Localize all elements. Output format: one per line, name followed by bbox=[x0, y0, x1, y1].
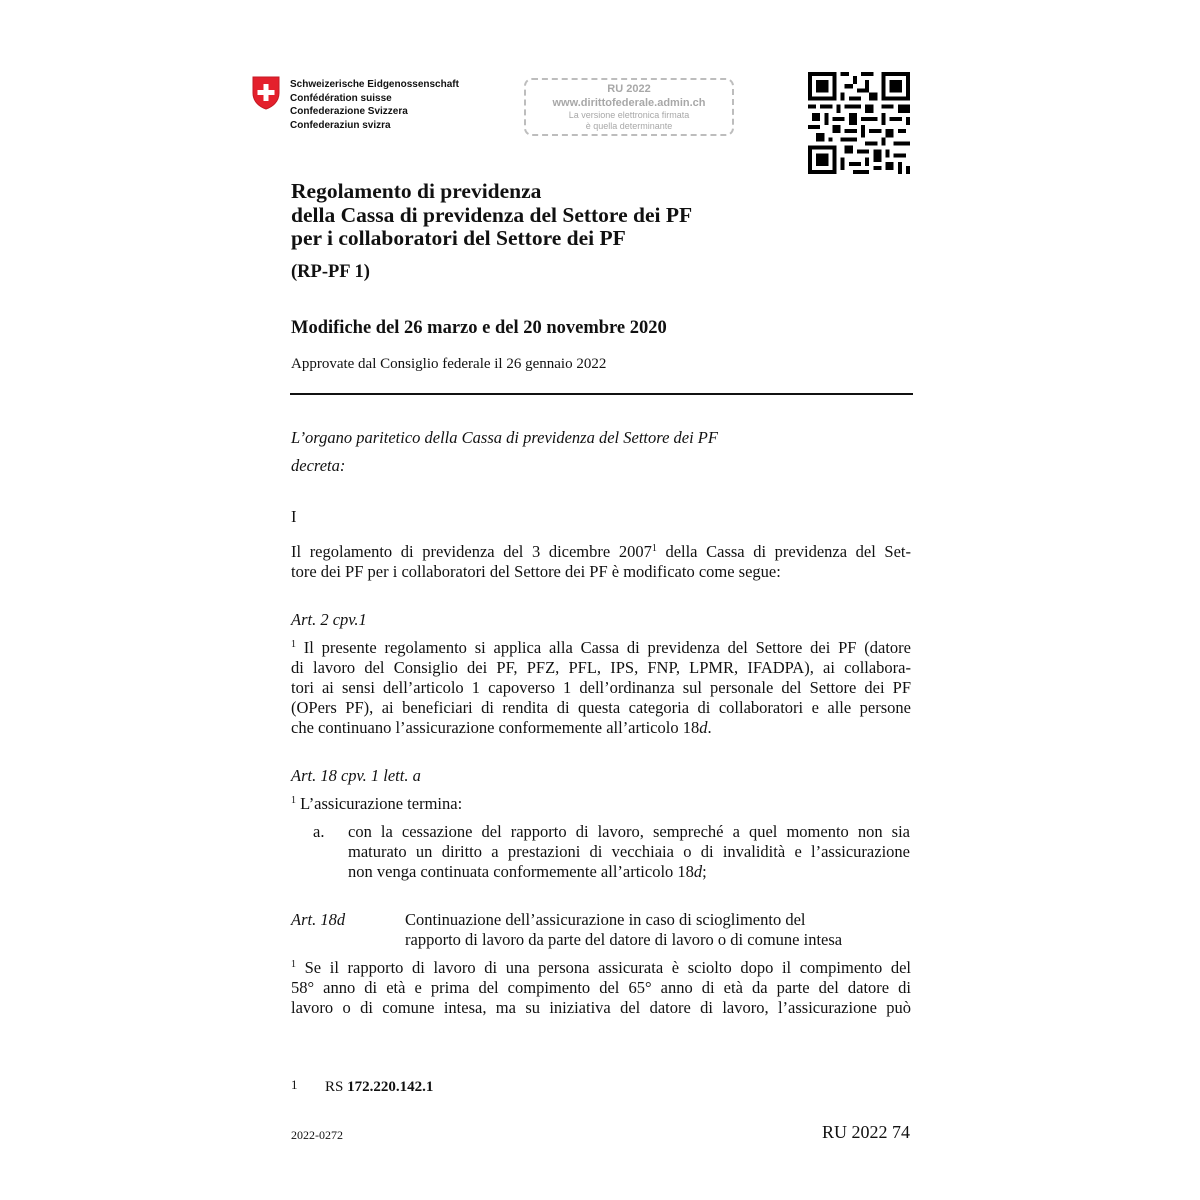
document-abbreviation: (RP-PF 1) bbox=[291, 262, 370, 282]
list-item-letter: a. bbox=[313, 822, 325, 841]
art-18-paragraph bbox=[291, 794, 462, 814]
confederation-name-rm: Confederaziun svizra bbox=[290, 119, 391, 131]
stamp-website: www.dirittofederale.admin.ch bbox=[552, 97, 706, 109]
article-suffix: d bbox=[699, 718, 708, 737]
list-item bbox=[348, 822, 910, 882]
intro-text-1b: della Cassa di previdenza del Set- bbox=[656, 542, 911, 561]
art-18-text: L’assicurazione termina: bbox=[296, 794, 463, 813]
paragraph-number: 1 bbox=[291, 639, 296, 650]
art-18-heading: Art. 18 cpv. 1 lett. a bbox=[291, 766, 421, 785]
swiss-coat-of-arms-icon bbox=[252, 76, 280, 110]
item-a-line-1: con la cessazione del rapporto di lavoro, sempreché a quel momento non sia bbox=[348, 822, 910, 841]
approval-note: Approvate dal Consiglio federale il 26 gennaio 2022 bbox=[291, 356, 607, 372]
footnote-text bbox=[325, 1079, 433, 1096]
intro-line-2: tore dei PF per i collaboratori del Settore dei PF è modificato come segue: bbox=[291, 562, 781, 581]
confederation-name-fr: Confédération suisse bbox=[290, 92, 392, 104]
footnote-prefix: RS bbox=[325, 1079, 348, 1095]
art-2-text-5: che continuano l’assicurazione conformemente all’articolo 18 bbox=[291, 718, 700, 737]
footnote-reference[interactable]: 1 bbox=[651, 543, 657, 554]
art-18d-line-3: lavoro o di comune intesa, ma su iniziativa del datore di lavoro, l’assicurazione può bbox=[291, 998, 911, 1017]
art-18d-heading: Art. 18d bbox=[291, 910, 346, 929]
art-18d-line-2: 58° anno di età e prima del compimento del 65° anno di età da parte del datore di bbox=[291, 978, 911, 997]
section-number: I bbox=[291, 507, 297, 526]
article-suffix: d bbox=[693, 862, 703, 881]
art-2-paragraph bbox=[291, 638, 911, 738]
title-line-2: della Cassa di previdenza del Settore dei PF bbox=[291, 202, 693, 227]
amendment-heading: Modifiche del 26 marzo e del 20 novembre 2020 bbox=[291, 318, 667, 338]
intro-paragraph bbox=[291, 542, 911, 582]
item-a-line-2: maturato un diritto a prestazioni di vecchiaia o di invalidità e l’assicurazione bbox=[348, 842, 910, 861]
art-18d-title bbox=[405, 910, 905, 950]
art-18d-paragraph bbox=[291, 958, 911, 1018]
art-18d-title-line-2: rapporto di lavoro da parte del datore di lavoro o di comune intesa bbox=[405, 930, 843, 949]
confederation-name-de: Schweizerische Eidgenossenschaft bbox=[290, 79, 459, 90]
title-line-1: Regolamento di previdenza bbox=[291, 179, 542, 203]
document-number: 2022-0272 bbox=[291, 1128, 343, 1142]
stamp-note-1: La versione elettronica firmata bbox=[568, 110, 690, 120]
art-18d-text-1: Se il rapporto di lavoro di una persona assicurata è sciolto dopo il compimento del bbox=[296, 958, 911, 977]
art-2-punct: . bbox=[707, 718, 712, 737]
art-2-text-1: Il presente regolamento si applica alla Cassa di previdenza del Settore dei PF (datore bbox=[296, 638, 911, 657]
page-reference: RU 2022 74 bbox=[821, 1122, 910, 1142]
item-a-line-3 bbox=[348, 862, 910, 882]
art-2-line-3: tori ai sensi dell’articolo 1 capoverso 1 dell’ordinanza sul personale del Settore dei PF bbox=[291, 678, 911, 697]
preamble-decree: decreta: bbox=[291, 456, 346, 475]
art-2-heading: Art. 2 cpv.1 bbox=[291, 610, 367, 629]
document-title bbox=[291, 180, 911, 251]
confederation-names bbox=[290, 78, 459, 132]
title-line-3: per i collaboratori del Settore dei PF bbox=[291, 226, 626, 250]
intro-text-1a: Il regolamento di previdenza del 3 dicembre 2007 bbox=[291, 542, 652, 561]
intro-line-1 bbox=[291, 542, 911, 562]
qr-code-icon bbox=[808, 72, 910, 174]
item-a-punct: ; bbox=[702, 862, 707, 881]
art-2-line-2: di lavoro del Consiglio dei PF, PFZ, PFL, IPS, FNP, LPMR, IFADPA), ai collabora- bbox=[291, 658, 911, 677]
footnote-sr-reference[interactable]: 172.220.142.1 bbox=[347, 1079, 434, 1095]
art-2-line-4: (OPers PF), ai beneficiari di rendita di questa categoria di collaboratori e alle persone bbox=[291, 698, 911, 717]
stamp-collection: RU 2022 bbox=[607, 83, 651, 95]
preamble-authority: L’organo paritetico della Cassa di previdenza del Settore dei PF bbox=[291, 428, 718, 447]
art-2-line-5 bbox=[291, 718, 911, 738]
confederation-name-it: Confederazione Svizzera bbox=[290, 106, 408, 117]
official-publication-stamp bbox=[524, 78, 734, 136]
item-a-text-3: non venga continuata conformemente all’articolo 18 bbox=[348, 862, 694, 881]
paragraph-number: 1 bbox=[291, 795, 296, 806]
paragraph-number: 1 bbox=[291, 959, 296, 970]
art-18d-line-1 bbox=[291, 958, 911, 978]
title-divider bbox=[290, 393, 913, 395]
preamble bbox=[291, 424, 718, 480]
stamp-note-2: è quella determinante bbox=[585, 121, 673, 131]
art-18d-title-line-1: Continuazione dell’assicurazione in caso di scioglimento del bbox=[405, 910, 806, 929]
art-2-line-1 bbox=[291, 638, 911, 658]
footnote-number: 1 bbox=[291, 1077, 298, 1092]
